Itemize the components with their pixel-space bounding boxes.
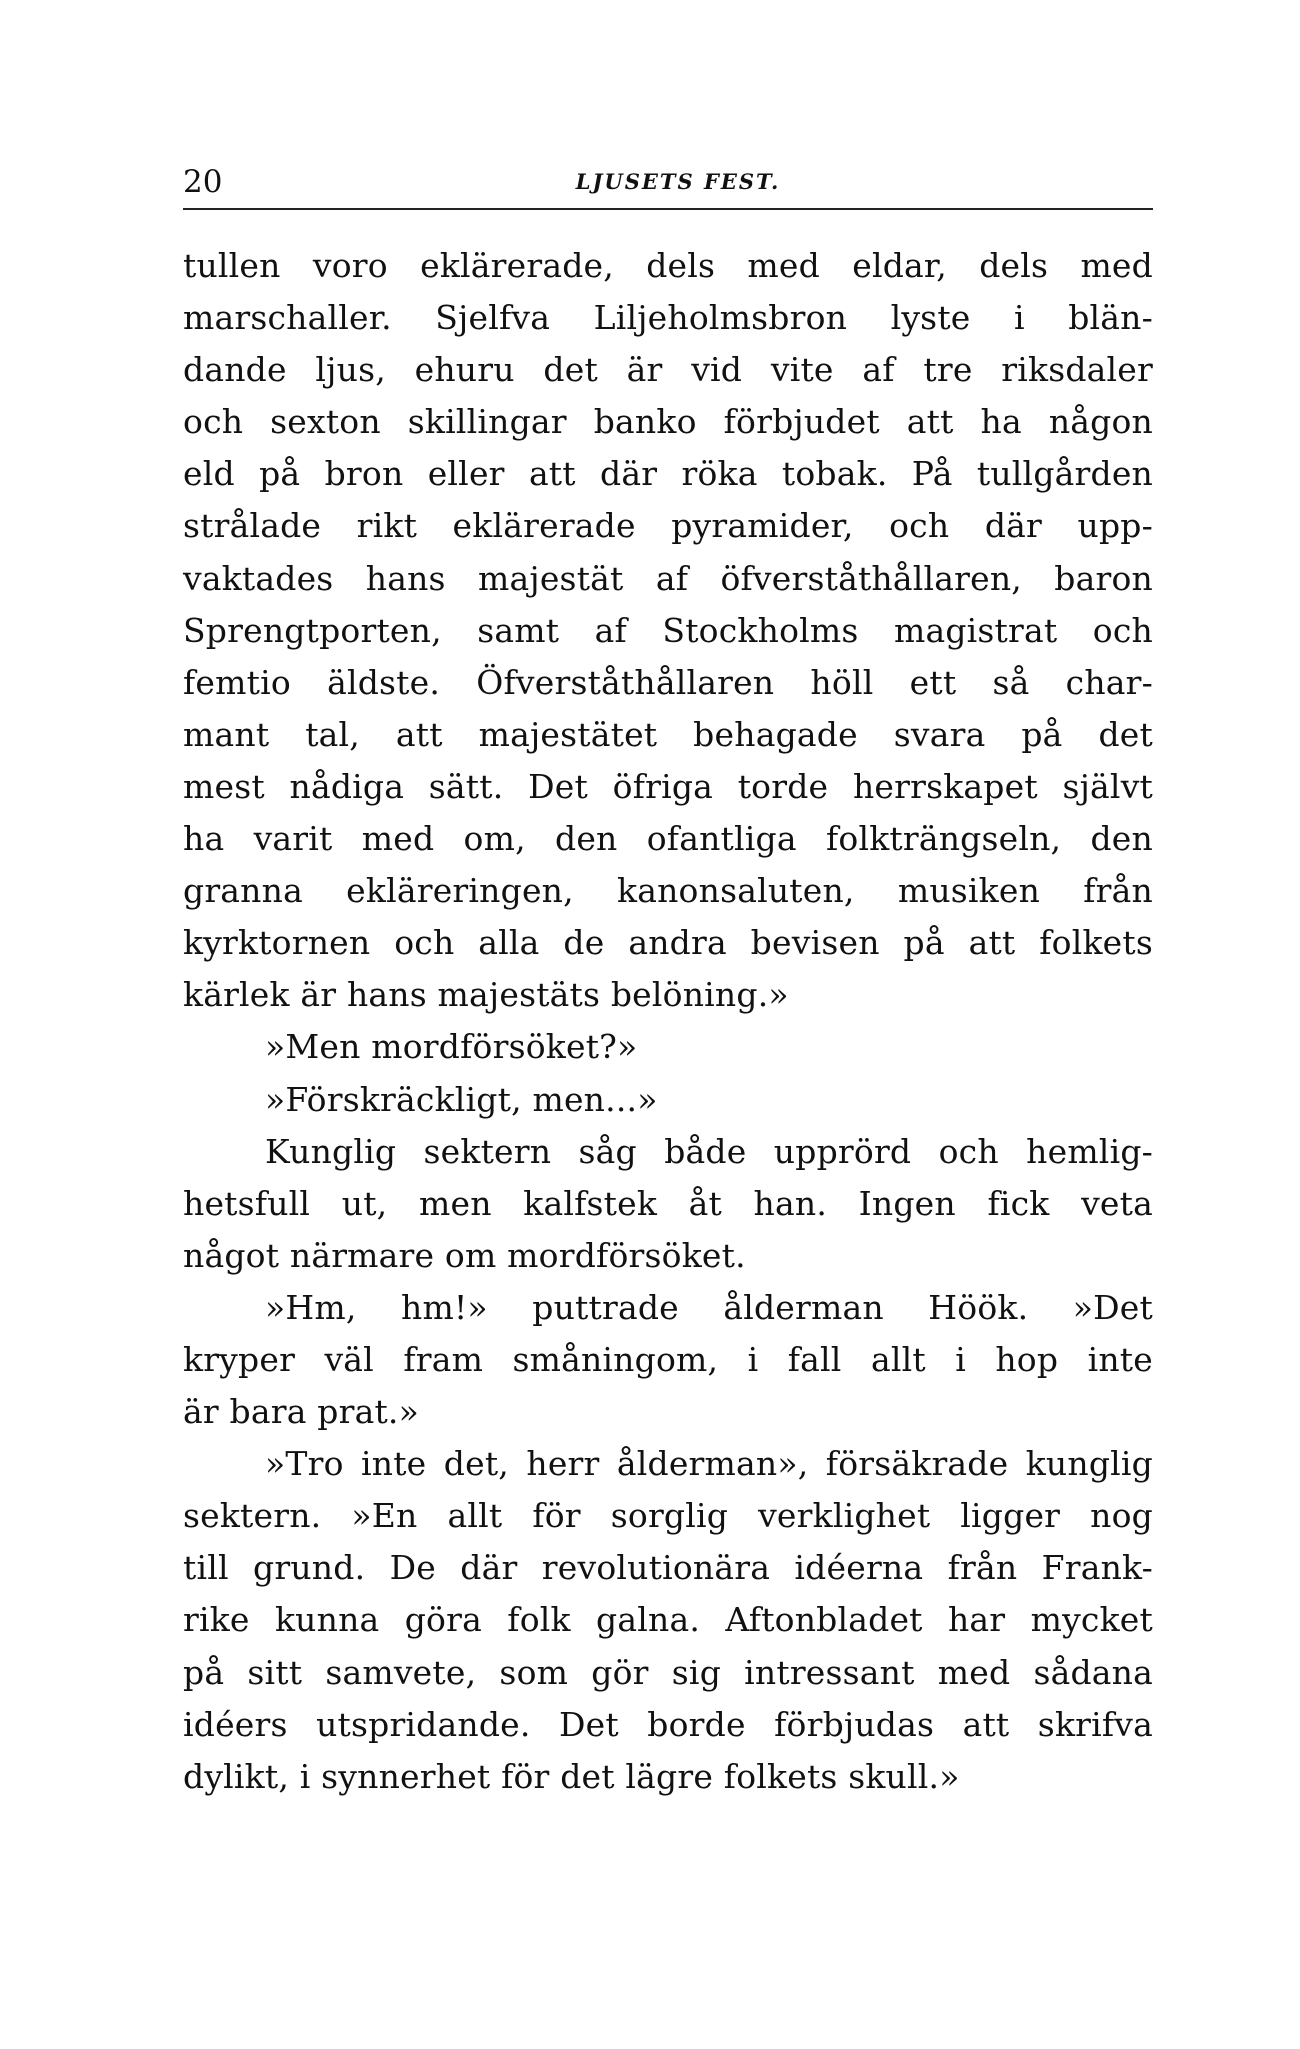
text-line: hetsfull ut, men kalfstek åt han. Ingen fick veta — [183, 1183, 1153, 1223]
text-line: kyrktornen och alla de andra bevisen på att folkets — [183, 923, 1153, 963]
header-rule — [183, 208, 1153, 210]
paragraph-start-line: »Hm, hm!» puttrade ålderman Höök. »Det — [265, 1287, 1153, 1327]
text-line: kärlek är hans majestäts belöning.» — [183, 975, 789, 1015]
text-line: dylikt, i synnerhet för det lägre folkets skull.» — [183, 1756, 960, 1796]
paragraph-start-line: »Tro inte det, herr ålderman», försäkrade kunglig — [265, 1444, 1153, 1484]
text-line: något närmare om mordförsöket. — [183, 1235, 746, 1275]
text-line: rike kunna göra folk galna. Aftonbladet har mycket — [183, 1600, 1153, 1640]
body-text — [183, 240, 1153, 1803]
text-line: dande ljus, ehuru det är vid vite af tre riksdaler — [183, 350, 1153, 390]
text-line: strålade rikt eklärerade pyramider, och där upp- — [183, 506, 1153, 546]
page-number: 20 — [183, 164, 223, 200]
text-line: granna ekläreringen, kanonsaluten, musiken från — [183, 871, 1153, 911]
text-line: idéers utspridande. Det borde förbjudas att skrifva — [183, 1704, 1153, 1744]
text-line: mest nådiga sätt. Det öfriga torde herrskapet självt — [183, 766, 1153, 806]
text-line: ha varit med om, den ofantliga folkträngseln, den — [183, 819, 1153, 859]
text-line: till grund. De där revolutionära idéerna från Frank- — [183, 1548, 1153, 1588]
text-line: eld på bron eller att där röka tobak. På tullgården — [183, 454, 1153, 494]
text-line: mant tal, att majestätet behagade svara på det — [183, 714, 1153, 754]
dialogue-line: »Men mordförsöket?» — [265, 1027, 638, 1067]
text-line: marschaller. Sjelfva Liljeholmsbron lyste i blän- — [183, 298, 1153, 338]
text-line: femtio äldste. Öfverståthållaren höll ett så char- — [183, 662, 1153, 702]
text-line: tullen voro eklärerade, dels med eldar, dels med — [183, 246, 1153, 285]
text-line: sektern. »En allt för sorglig verklighet ligger nog — [183, 1496, 1153, 1536]
text-line: på sitt samvete, som gör sig intressant med sådana — [183, 1652, 1153, 1692]
text-line: kryper väl fram småningom, i fall allt i hop inte — [183, 1339, 1153, 1379]
paragraph-start-line: Kunglig sektern såg både upprörd och hemlig- — [265, 1131, 1153, 1171]
text-line: Sprengtporten, samt af Stockholms magistrat och — [183, 610, 1153, 650]
text-line: är bara prat.» — [183, 1392, 419, 1432]
text-line: och sexton skillingar banko förbjudet att ha någon — [183, 402, 1153, 442]
page-header — [183, 162, 1153, 202]
dialogue-line: »Förskräckligt, men...» — [265, 1079, 658, 1119]
text-line: vaktades hans majestät af öfverståthållaren, baron — [183, 558, 1153, 598]
running-title: LJUSETS FEST. — [575, 169, 781, 194]
